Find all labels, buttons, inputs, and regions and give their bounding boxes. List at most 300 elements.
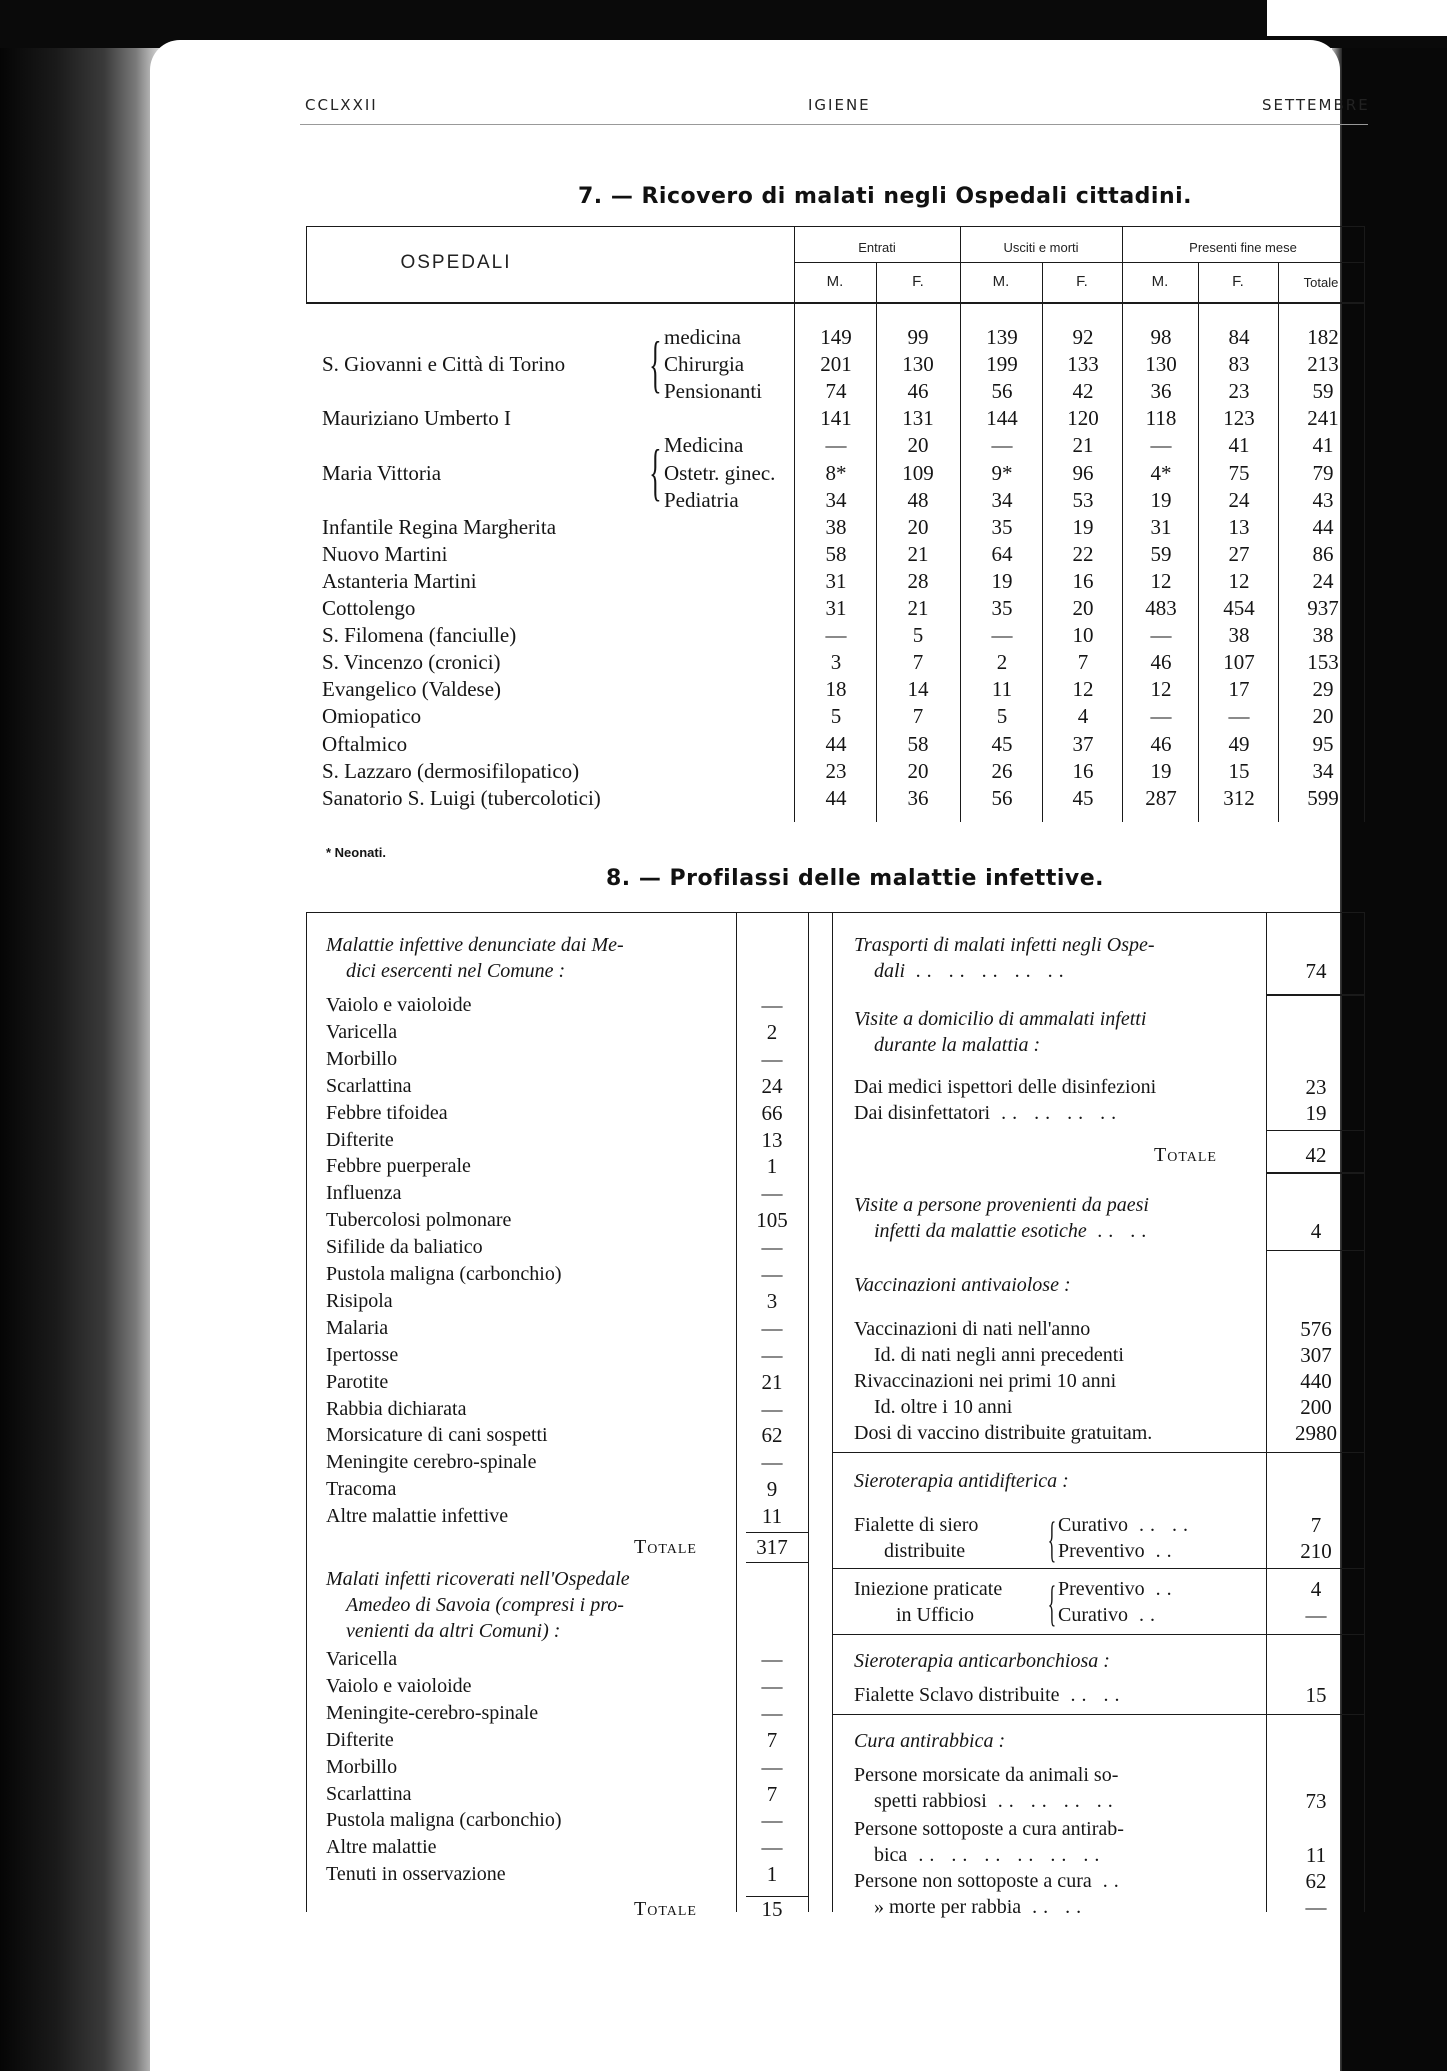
disease-count: 66 [761, 1100, 783, 1125]
disease-label: Difterite [326, 1128, 394, 1151]
disease-label: Influenza [326, 1182, 402, 1205]
value-persone-1: 73 [1305, 1789, 1327, 1813]
cell-totale: 38 [1312, 623, 1334, 648]
label-preventivo: Preventivo .. [1058, 1540, 1178, 1562]
label-medici: Dai medici ispettori delle disinfezioni [854, 1076, 1157, 1098]
hospital-row [0, 432, 1447, 459]
hospital-row [0, 731, 1447, 758]
subcol-presenti-m: M. [1151, 273, 1169, 290]
cell-usciti-f: 19 [1072, 514, 1094, 539]
disease-label: Vaiolo e vaioloide [326, 994, 472, 1016]
cell-usciti-f: 120 [1067, 406, 1099, 431]
left-total-rule-bottom [746, 1562, 808, 1563]
label-ufficio: in Ufficio [896, 1604, 974, 1626]
cell-usciti-m: 144 [986, 406, 1018, 431]
disease-count: — [761, 993, 783, 1017]
cell-presenti-f: 49 [1228, 731, 1250, 756]
disease-label: Parotite [326, 1370, 389, 1393]
rule-total-top [1266, 1130, 1364, 1131]
disease-label: Varicella [326, 1020, 398, 1043]
label-sclavo: Fialette Sclavo distribuite .. .. [854, 1684, 1126, 1706]
disease-count: — [761, 1647, 783, 1671]
s8-right-rule [1364, 912, 1365, 1912]
cell-presenti-f: — [1228, 704, 1250, 729]
cell-entrati-m: 31 [825, 596, 847, 620]
label-persone-2b: bica .. .. .. .. .. .. [874, 1844, 1106, 1866]
cell-usciti-f: 37 [1072, 731, 1094, 756]
disease-count: — [761, 1342, 783, 1367]
hospital-name: S. Giovanni e Città di Torino [322, 352, 566, 377]
value-vacc-3: 440 [1300, 1369, 1332, 1393]
cell-entrati-m: 141 [820, 406, 852, 431]
col-header-hospitals: OSPEDALI [400, 252, 512, 273]
cell-usciti-f: 12 [1072, 677, 1094, 702]
header-rule [300, 124, 1368, 125]
disease-count: 9 [766, 1477, 778, 1502]
disease-count: — [761, 1808, 783, 1833]
subcol-usciti-f: F. [1076, 273, 1088, 290]
label-vacc-4: Id. oltre i 10 anni [874, 1396, 1013, 1418]
hospital-row [0, 460, 1447, 487]
hospital-name: Maria Vittoria [322, 460, 442, 485]
cell-totale: 241 [1307, 406, 1339, 431]
cell-presenti-f: 17 [1228, 677, 1250, 702]
left-total-value: 317 [756, 1535, 788, 1559]
hospital-name: Nuovo Martini [322, 541, 448, 566]
value-sclavo: 15 [1305, 1683, 1327, 1707]
cell-usciti-f: 42 [1072, 379, 1094, 404]
cell-presenti-m: 118 [1145, 406, 1177, 431]
hospital-name: S. Lazzaro (dermosifilopatico) [322, 758, 580, 783]
disease-count: 24 [761, 1073, 783, 1098]
disease-label: Morsicature di cani sospetti [326, 1424, 548, 1447]
disease-count: 1 [766, 1154, 778, 1179]
table-top-rule [306, 226, 1364, 227]
left-head-1: Malattie infettive denunciate dai Me- [326, 934, 624, 956]
cell-presenti-m: 12 [1150, 677, 1172, 702]
cell-presenti-f: 13 [1228, 514, 1250, 539]
cell-entrati-f: 28 [907, 568, 929, 593]
cell-presenti-m: 130 [1145, 352, 1177, 377]
brace-iniezione: { [1047, 1575, 1057, 1631]
hospital-name: Evangelico (Valdese) [322, 677, 502, 702]
label-distribuite: distribuite [884, 1540, 966, 1562]
disease-label: Ipertosse [326, 1343, 399, 1366]
cell-entrati-f: 5 [912, 623, 924, 648]
cell-presenti-m: 19 [1150, 487, 1172, 512]
left-head-3: Malati infetti ricoverati nell'Ospedale [326, 1568, 630, 1590]
cell-presenti-m: 46 [1150, 731, 1172, 756]
label-persone-2a: Persone sottoposte a cura antirab- [854, 1818, 1124, 1840]
value-curativo-2: — [1305, 1603, 1327, 1627]
cell-entrati-f: 46 [907, 379, 929, 404]
disease-label: Vaiolo e vaioloide [326, 1674, 472, 1697]
rule-iniezione [832, 1634, 1364, 1635]
subcol-entrati-m: M. [826, 273, 844, 290]
value-persone: 4 [1310, 1219, 1322, 1243]
ward-name: Ostetr. ginec. [664, 460, 776, 485]
cell-usciti-m: 26 [991, 758, 1013, 783]
right-carb-head: Sieroterapia anticarbonchiosa : [854, 1650, 1110, 1672]
cell-entrati-m: 23 [825, 758, 847, 783]
label-iniezione: Iniezione praticate [854, 1578, 1003, 1600]
left-total-label: Totale [634, 1536, 697, 1558]
cell-presenti-m: 483 [1145, 596, 1177, 620]
label-curativo: Curativo .. .. [1058, 1514, 1194, 1536]
cell-entrati-f: 14 [907, 677, 929, 702]
right-rabb-head: Cura antirabbica : [854, 1730, 1006, 1752]
cell-usciti-f: 53 [1072, 487, 1094, 512]
cell-entrati-m: 44 [825, 731, 847, 756]
cell-usciti-f: 10 [1072, 623, 1094, 648]
hospital-name: S. Filomena (fanciulle) [322, 623, 517, 648]
cell-usciti-m: 35 [991, 596, 1013, 620]
cell-totale: 34 [1312, 758, 1334, 783]
hospital-name: S. Vincenzo (cronici) [322, 650, 501, 675]
cell-entrati-f: 99 [907, 325, 929, 349]
cell-entrati-f: 36 [907, 785, 929, 810]
cell-entrati-f: 21 [907, 541, 929, 566]
disease-count: 62 [761, 1423, 783, 1448]
disease-count: 7 [766, 1727, 778, 1752]
brace-fialette: { [1047, 1511, 1057, 1567]
cell-totale: 41 [1312, 433, 1334, 458]
brace-maria: { [649, 436, 662, 507]
right-total-label: Totale [1154, 1144, 1217, 1166]
disease-count: — [761, 1673, 783, 1698]
cell-usciti-m: — [991, 623, 1013, 648]
cell-presenti-f: 84 [1228, 325, 1250, 349]
cell-presenti-f: 12 [1228, 568, 1250, 593]
hospital-row [0, 676, 1447, 703]
cell-usciti-f: 20 [1072, 596, 1094, 620]
rule-sclavo [832, 1714, 1364, 1715]
hospital-row [0, 324, 1447, 351]
rule-persone [1266, 1250, 1364, 1251]
cell-entrati-m: 44 [825, 785, 847, 810]
cell-usciti-f: 45 [1072, 785, 1094, 810]
disease-count: 11 [761, 1504, 783, 1529]
cell-usciti-m: 2 [996, 650, 1008, 675]
s8-left-rule [306, 912, 307, 1912]
cell-usciti-m: 56 [991, 379, 1013, 404]
ward-name: Pediatria [664, 487, 739, 512]
disease-label: Pustola maligna (carbonchio) [326, 1263, 562, 1285]
cell-presenti-f: 38 [1228, 623, 1250, 648]
cell-entrati-m: 18 [825, 677, 847, 702]
label-persone-3: Persone non sottoposte a cura .. [854, 1870, 1125, 1892]
cell-entrati-m: 5 [830, 704, 842, 729]
cell-entrati-f: 109 [902, 460, 934, 485]
hospital-row [0, 568, 1447, 595]
hospital-row [0, 595, 1447, 622]
disease-label: Varicella [326, 1648, 398, 1670]
cell-usciti-f: 92 [1072, 325, 1094, 349]
cell-totale: 79 [1312, 460, 1334, 485]
cell-entrati-m: 201 [820, 352, 852, 377]
subcol-entrati-f: F. [912, 273, 924, 290]
value-persone-2: 11 [1305, 1843, 1327, 1867]
label-vacc-1: Vaccinazioni di nati nell'anno [854, 1318, 1091, 1340]
cell-totale: 29 [1312, 677, 1334, 702]
cell-usciti-m: 199 [986, 352, 1018, 377]
label-persone-1a: Persone morsicate da animali so- [854, 1764, 1119, 1786]
value-disinfettatori: 19 [1305, 1101, 1327, 1125]
disease-label: Pustola maligna (carbonchio) [326, 1809, 562, 1832]
cell-usciti-m: 34 [991, 487, 1013, 512]
running-month: SETTEMBRE [1262, 96, 1370, 114]
cell-usciti-f: 21 [1072, 433, 1094, 458]
cell-usciti-m: 64 [991, 541, 1013, 566]
cell-presenti-f: 312 [1223, 785, 1255, 810]
brace-giovanni: { [649, 328, 662, 399]
hospital-name: Mauriziano Umberto I [322, 406, 511, 431]
disease-count: — [761, 1235, 783, 1260]
disease-count: 2 [766, 1019, 778, 1044]
ward-name: medicina [664, 325, 741, 349]
disease-label: Morbillo [326, 1755, 398, 1778]
disease-label: Rabbia dichiarata [326, 1397, 467, 1420]
hospital-row [0, 541, 1447, 568]
rule-total-bottom [1266, 1172, 1364, 1174]
left-total2-value: 15 [761, 1897, 783, 1921]
cell-totale: 43 [1312, 487, 1334, 512]
cell-totale: 153 [1307, 650, 1339, 675]
cell-presenti-f: 83 [1228, 352, 1250, 377]
hospital-name: Sanatorio S. Luigi (tubercolotici) [322, 785, 601, 810]
cell-usciti-m: — [991, 433, 1013, 458]
cell-usciti-m: 19 [991, 568, 1013, 593]
disease-count: — [761, 1046, 783, 1071]
cell-presenti-m: — [1150, 433, 1172, 458]
cell-usciti-m: 11 [991, 677, 1013, 702]
value-persone-3: 62 [1305, 1869, 1327, 1893]
disease-label: Risipola [326, 1289, 393, 1312]
footnote-neonati: * Neonati. [326, 845, 386, 860]
label-curativo-2: Curativo .. [1058, 1604, 1161, 1626]
disease-label: Meningite-cerebro-spinale [326, 1701, 539, 1724]
cell-usciti-m: 56 [991, 785, 1013, 810]
cell-presenti-m: 287 [1145, 785, 1177, 810]
cell-usciti-f: 7 [1077, 650, 1089, 675]
cell-presenti-f: 107 [1223, 650, 1255, 675]
label-persone-4: » morte per rabbia .. .. [874, 1896, 1088, 1918]
cell-usciti-f: 16 [1072, 758, 1094, 783]
subcol-presenti-f: F. [1232, 273, 1244, 290]
disease-label: Difterite [326, 1728, 394, 1751]
cell-usciti-m: 139 [986, 325, 1018, 349]
hospital-row [0, 351, 1447, 378]
cell-usciti-m: 45 [991, 731, 1013, 756]
right-visite-head-1: Visite a domicilio di ammalati infetti [854, 1008, 1147, 1030]
hospital-name: Astanteria Martini [322, 568, 477, 593]
cell-presenti-f: 123 [1223, 406, 1255, 431]
cell-entrati-f: 7 [912, 650, 924, 675]
cell-presenti-m: 12 [1150, 568, 1172, 593]
cell-entrati-f: 21 [907, 596, 929, 620]
ward-name: Medicina [664, 433, 744, 458]
cell-usciti-f: 16 [1072, 568, 1094, 593]
cell-entrati-m: 74 [825, 379, 847, 404]
disease-label: Febbre puerperale [326, 1155, 471, 1178]
section-8-title: 8. — Profilassi delle malattie infettive. [606, 866, 1104, 891]
hospital-row [0, 649, 1447, 676]
cell-usciti-f: 4 [1077, 704, 1089, 729]
disease-count: 7 [766, 1781, 778, 1806]
right-persone-head-2: infetti da malattie esotiche .. .. [874, 1220, 1153, 1242]
value-medici: 23 [1305, 1075, 1327, 1099]
cell-presenti-m: 36 [1150, 379, 1172, 404]
cell-entrati-f: 20 [907, 514, 929, 539]
disease-count: — [761, 1754, 783, 1779]
right-trasporti-head-2: dali .. .. .. .. .. [874, 960, 1071, 982]
cell-usciti-m: 35 [991, 514, 1013, 539]
hospital-row [0, 378, 1447, 405]
cell-usciti-m: 5 [996, 704, 1008, 729]
section-7-title: 7. — Ricovero di malati negli Ospedali cittadini. [578, 184, 1193, 209]
right-siero-head: Sieroterapia antidifterica : [854, 1470, 1069, 1492]
ward-name: Pensionanti [664, 379, 762, 404]
s8-right-num-rule [1266, 912, 1267, 1912]
disease-label: Morbillo [326, 1047, 398, 1070]
col-group-usciti: Usciti e morti [1003, 240, 1079, 255]
value-vacc-4: 200 [1300, 1395, 1332, 1419]
left-total-rule-top [746, 1532, 808, 1533]
cell-totale: 24 [1312, 568, 1334, 593]
cell-presenti-m: — [1150, 623, 1172, 648]
cell-presenti-m: 31 [1150, 514, 1172, 539]
cell-totale: 20 [1312, 704, 1334, 729]
label-vacc-2: Id. di nati negli anni precedenti [874, 1344, 1124, 1366]
disease-label: Malaria [326, 1316, 389, 1339]
disease-count: 105 [756, 1208, 788, 1233]
cell-presenti-f: 15 [1228, 758, 1250, 783]
disease-count: — [761, 1396, 783, 1421]
cell-presenti-m: 59 [1150, 541, 1172, 566]
cell-usciti-f: 22 [1072, 541, 1094, 566]
value-vacc-5: 2980 [1295, 1421, 1337, 1445]
cell-presenti-f: 27 [1228, 541, 1250, 566]
cell-usciti-f: 133 [1067, 352, 1099, 377]
disease-label: Tubercolosi polmonare [326, 1209, 512, 1232]
cell-entrati-f: 130 [902, 352, 934, 377]
disease-count: — [761, 1835, 783, 1860]
disease-count: — [761, 1315, 783, 1340]
s8-top-rule [306, 912, 1364, 913]
rule-vacc [832, 1452, 1364, 1453]
left-head-4: Amedeo di Savoia (compresi i pro- [346, 1594, 624, 1616]
value-curativo: 7 [1310, 1513, 1322, 1537]
cell-entrati-m: 58 [825, 541, 847, 566]
label-persone-1b: spetti rabbiosi .. .. .. .. [874, 1790, 1119, 1812]
cell-presenti-m: 46 [1150, 650, 1172, 675]
value-persone-4: — [1305, 1895, 1327, 1919]
value-preventivo: 210 [1300, 1539, 1332, 1563]
value-trasporti: 74 [1305, 959, 1327, 983]
left-head-5: venienti da altri Comuni) : [346, 1620, 561, 1642]
cell-entrati-m: 8* [825, 460, 847, 485]
hospital-name: Omiopatico [322, 704, 422, 729]
disease-label: Meningite cerebro-spinale [326, 1451, 537, 1474]
col-group-entrati: Entrati [858, 240, 896, 255]
s8-mid-rule-b [832, 912, 833, 1912]
disease-label: Febbre tifoidea [326, 1101, 448, 1124]
cell-presenti-m: — [1150, 704, 1172, 729]
rule-fialette [832, 1568, 1364, 1569]
cell-presenti-f: 75 [1228, 460, 1250, 485]
cell-entrati-m: 34 [825, 487, 847, 512]
cell-entrati-m: — [825, 623, 847, 648]
cell-totale: 937 [1307, 596, 1339, 620]
cell-presenti-f: 23 [1228, 379, 1250, 404]
cell-presenti-f: 24 [1228, 487, 1250, 512]
disease-label: Altre malattie [326, 1836, 437, 1859]
hospital-name: Cottolengo [322, 596, 416, 620]
disease-count: 1 [766, 1862, 778, 1887]
hospital-row [0, 487, 1447, 514]
disease-label: Tracoma [326, 1478, 397, 1501]
cell-entrati-f: 7 [912, 704, 924, 729]
cell-usciti-f: 96 [1072, 460, 1094, 485]
disease-count: — [761, 1700, 783, 1725]
cell-entrati-m: 3 [830, 650, 842, 675]
cell-presenti-f: 41 [1228, 433, 1250, 458]
disease-label: Scarlattina [326, 1782, 412, 1805]
value-vacc-1: 576 [1300, 1317, 1332, 1341]
subcol-totale: Totale [1303, 275, 1339, 290]
right-vacc-head: Vaccinazioni antivaiolose : [854, 1274, 1071, 1296]
subcol-usciti-m: M. [992, 273, 1010, 290]
cell-totale: 44 [1312, 514, 1334, 539]
disease-count: — [761, 1450, 783, 1475]
value-preventivo-2: 4 [1310, 1577, 1322, 1601]
disease-count: 3 [766, 1288, 778, 1313]
cell-totale: 95 [1312, 731, 1334, 756]
header-bottom-rule [306, 302, 1364, 304]
disease-label: Tenuti in osservazione [326, 1863, 506, 1886]
hospital-row [0, 622, 1447, 649]
scan-left-shadow [0, 0, 160, 2071]
cell-presenti-m: 19 [1150, 758, 1172, 783]
hospital-name: Infantile Regina Margherita [322, 514, 557, 539]
right-visite-head-2: durante la malattia : [874, 1034, 1041, 1056]
disease-count: 21 [761, 1369, 783, 1394]
cell-entrati-m: 31 [825, 568, 847, 593]
right-persone-head-1: Visite a persone provenienti da paesi [854, 1194, 1149, 1216]
label-fialette: Fialette di siero [854, 1514, 979, 1536]
hospital-row [0, 514, 1447, 541]
cell-entrati-m: — [825, 433, 847, 458]
value-vacc-2: 307 [1300, 1343, 1332, 1367]
disease-count: — [761, 1262, 783, 1286]
hospital-row [0, 405, 1447, 432]
running-title: IGIENE [808, 96, 871, 114]
cell-totale: 599 [1307, 785, 1339, 810]
label-vacc-3: Rivaccinazioni nei primi 10 anni [854, 1370, 1117, 1392]
ward-name: Chirurgia [664, 352, 745, 377]
cell-entrati-m: 38 [825, 514, 847, 539]
cell-totale: 86 [1312, 541, 1334, 566]
left-total2-label: Totale [634, 1898, 697, 1920]
cell-entrati-f: 58 [907, 731, 929, 756]
hospital-name: Oftalmico [322, 731, 408, 756]
page-number: CCLXXII [305, 96, 378, 114]
cell-presenti-m: 98 [1150, 325, 1172, 349]
right-trasporti-head-1: Trasporti di malati infetti negli Ospe- [854, 934, 1155, 956]
cell-entrati-m: 149 [820, 325, 852, 349]
cell-totale: 213 [1307, 352, 1339, 377]
disease-label: Scarlattina [326, 1074, 412, 1097]
